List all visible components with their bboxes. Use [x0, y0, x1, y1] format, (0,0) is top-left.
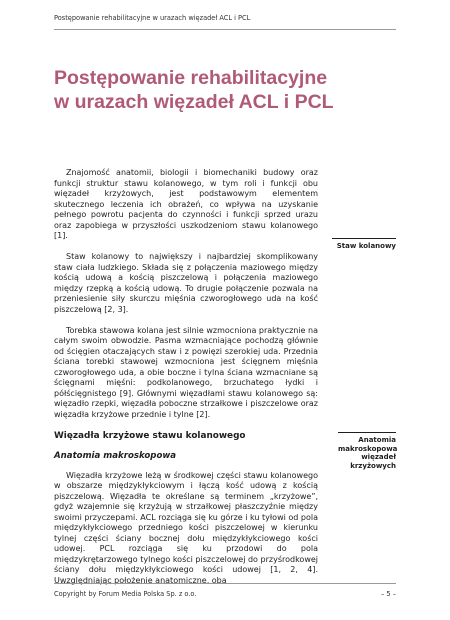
margin-note-rule	[332, 238, 396, 239]
paragraph-joint-capsule: Torebka stawowa kolana jest silnie wzmocniona praktycznie na całym swoim obwodzie. Pasma wzmacniające pochodzą głównie od ścięgien otaczających staw i z powięzi szerokiej uda. Przednia ściana torebki stawowej wzmocniona jest ścięgnem mięśnia czworogłowego uda, a obie boczne i tylna ściana wzmacniane są ścięgnami mięśni: podkolanowego, brzuchatego łydki i półścięgnistego [9]. Głównymi więzadłami stawu kolanowego są: więzadło rzepki, więzadła poboczne strzałkowe i piszczelowe oraz więzadła krzyżowe przednie i tylne [2].	[54, 325, 318, 419]
subsection-heading: Anatomia makroskopowa	[54, 450, 177, 461]
margin-note-text: Staw kolanowy	[336, 242, 396, 250]
header-divider	[54, 29, 396, 30]
paragraph-knee-joint: Staw kolanowy to największy i najbardziej skomplikowany staw ciała ludzkiego. Składa się z połączenia maziowego między kością udową a kością piszczelową i połączenia maziowego między rzepką a kością udową. To drugie połączenie pozwala na przeniesienie siły skurczu mięśnia czworogłowego uda na kość piszczelową [2, 3].	[54, 252, 318, 314]
running-header: Postępowanie rehabilitacyjne w urazach więzadeł ACL i PCL	[54, 14, 251, 22]
margin-note-rule	[338, 432, 396, 433]
paragraph-intro: Znajomość anatomii, biologii i biomechaniki budowy oraz funkcji struktur stawu kolanowego, w tym roli i funkcji obu więzadeł krzyżowych, jest podstawowym elementem skutecznego leczenia ich obrażeń, co wpływa na uzyskanie pełnego powrotu pacjenta do czynności i funkcji sprzed urazu oraz zapobiega w przyszłości uszkodzeniom stawu kolanowego [1].	[54, 168, 318, 240]
paragraph-anatomy: Więzadła krzyżowe leżą w środkowej części stawu kolanowego w obszarze międzykłykciowym i łączą kość udową z kością piszczelową. Więzadła te określane są terminem „krzyżowe”, gdyż wzajemnie się krzyżują w strzałkowej płaszczyźnie między swoimi przyczepami. ACL rozciąga się ku górze i ku tyłowi od pola międzykłykciowego przedniego kości piszczelowej w kierunku tylnej części ściany bocznej dołu międzykłykciowego kości udowej. PCL rozciąga się ku przodowi do pola międzykrętarzowego tylnego kości piszczelowej do przyśrodkowej ściany dołu międzykłykciowego kości udowej [1, 2, 4]. Uwzględniając położenie anatomiczne, oba	[54, 470, 318, 585]
article-title-line-1: Postępowanie rehabilitacyjne	[54, 67, 328, 89]
footer-copyright: Copyright by Forum Media Polska Sp. z o.o.	[54, 590, 197, 598]
footer-divider	[54, 583, 396, 584]
margin-note-knee-joint	[332, 238, 396, 251]
page-number: – 5 –	[381, 590, 396, 598]
margin-note-anatomy	[338, 432, 396, 470]
margin-note-text: Anatomia makroskopowa więzadeł krzyżowych	[338, 436, 398, 470]
article-title	[54, 66, 394, 114]
article-body	[54, 168, 318, 597]
section-heading: Więzadła krzyżowe stawu kolanowego	[54, 430, 246, 441]
article-title-line-2: w urazach więzadeł ACL i PCL	[54, 91, 334, 113]
